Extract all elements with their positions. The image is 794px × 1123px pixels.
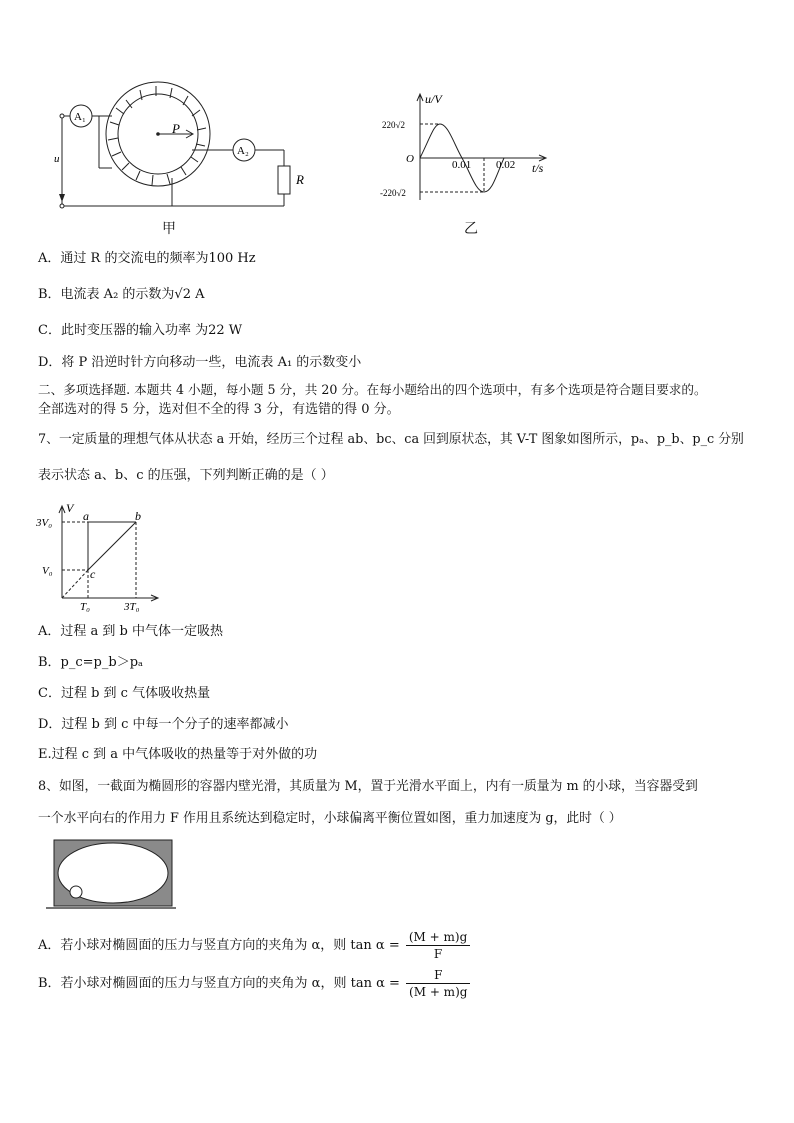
point-b-label: b — [135, 509, 141, 523]
q7-option-a: A．过程 a 到 b 中气体一定吸热 — [38, 624, 223, 639]
v3-label: 3V₀ — [36, 517, 53, 529]
voltage-u-label: u — [54, 153, 60, 165]
q8-stem-line1: 8、如图，一截面为椭圆形的容器内壁光滑，其质量为 M，置于光滑水平面上，内有一质量为 m 的小球，当容器受到 — [38, 779, 698, 794]
y-axis-label: u/V — [425, 92, 442, 106]
ammeter-a2-label: A₂ — [237, 145, 249, 157]
resistor-r-label: R — [296, 172, 304, 187]
ellipse-container-figure — [44, 838, 176, 914]
transformer-circuit-figure — [52, 78, 302, 214]
q7-option-c: C．过程 b 到 c 气体吸收热量 — [38, 686, 211, 701]
q7-option-b: B．p_c=p_b＞pₐ — [38, 655, 144, 670]
q7-stem-line2: 表示状态 a、b、c 的压强，下列判断正确的是（ ） — [38, 468, 334, 483]
ammeter-a1-label: A₁ — [74, 111, 86, 123]
q8-option-a-fraction — [406, 929, 470, 962]
y-max-label: 220√2 — [382, 120, 405, 130]
tick-0-01: 0.01 — [452, 159, 472, 171]
q8-stem-line2: 一个水平向右的作用力 F 作用且系统达到稳定时，小球偏离平衡位置如图，重力加速度为 g，此时（ ） — [38, 811, 622, 826]
section2-line2: 全部选对的得 5 分，选对但不全的得 3 分，有选错的得 0 分。 — [38, 402, 400, 417]
q6-option-c: C．此时变压器的输入功率 为22 W — [38, 323, 243, 338]
point-a-label: a — [83, 509, 89, 523]
q8-option-b-denominator: (M + m)g — [409, 985, 468, 999]
q8-option-b-text: B．若小球对椭圆面的压力与竖直方向的夹角为 α，则 tan α = — [38, 976, 400, 991]
voltage-graph-figure — [378, 88, 554, 212]
caption-jia: 甲 — [162, 221, 176, 237]
section2-line1: 二、多项选择题. 本题共 4 小题，每小题 5 分，共 20 分。在每小题给出的四个选项中，有多个选项是符合题目要求的。 — [38, 382, 707, 397]
origin-label: O — [406, 153, 414, 165]
y-min-label: -220√2 — [380, 188, 406, 198]
q8-option-a-text: A．若小球对椭圆面的压力与竖直方向的夹角为 α，则 tan α = — [38, 938, 400, 953]
q8-option-a-numerator: (M + m)g — [406, 929, 470, 946]
caption-yi: 乙 — [464, 221, 478, 237]
v1-label: V₀ — [42, 565, 53, 577]
x-axis-label: t/s — [532, 161, 544, 175]
tick-0-02: 0.02 — [496, 159, 516, 171]
q8-option-b — [38, 962, 470, 1006]
q7-stem-line1: 7、一定质量的理想气体从状态 a 开始，经历三个过程 ab、bc、ca 回到原状态，其 V-T 图象如图所示，pₐ、p_b、p_c 分别 — [38, 432, 744, 447]
q7-option-d: D．过程 b 到 c 中每一个分子的速率都减小 — [38, 717, 289, 732]
t1-label: T₀ — [80, 601, 90, 613]
t3-label: 3T₀ — [124, 601, 140, 613]
point-c-label: c — [90, 567, 96, 581]
vt-graph-figure — [36, 500, 166, 612]
q8-option-b-numerator: F — [406, 967, 470, 984]
q8-option-b-fraction — [406, 967, 470, 1000]
v-axis-label: V — [66, 501, 74, 515]
slider-p-label: P — [172, 121, 180, 136]
q7-option-e: E.过程 c 到 a 中气体吸收的热量等于对外做的功 — [38, 747, 318, 762]
q6-option-b: B．电流表 A₂ 的示数为√2 A — [38, 287, 205, 302]
q6-option-d: D．将 P 沿逆时针方向移动一些，电流表 A₁ 的示数变小 — [38, 355, 362, 370]
q6-option-a: A．通过 R 的交流电的频率为100 Hz — [38, 251, 256, 266]
q8-option-a-denominator: F — [433, 947, 443, 961]
